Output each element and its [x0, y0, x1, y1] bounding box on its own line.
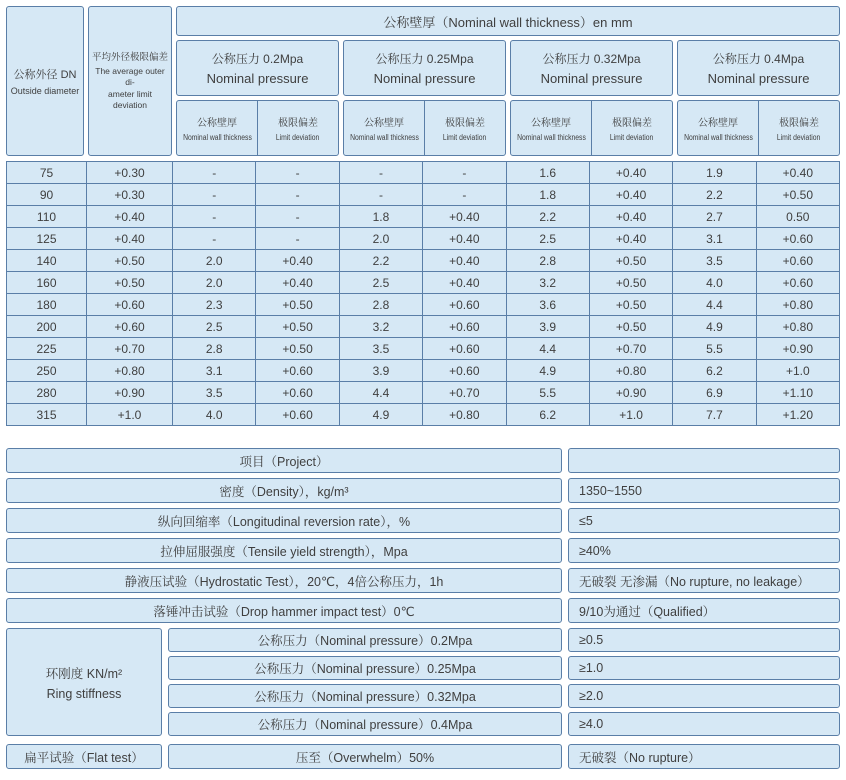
spec-value: +0.40 [423, 250, 506, 272]
spec-value: 2.0 [339, 228, 422, 250]
subheader-thickness-zh: 公称壁厚 [531, 118, 571, 129]
spec-value: +0.90 [589, 382, 672, 404]
spec-value: +0.40 [589, 228, 672, 250]
spec-value: +0.80 [756, 316, 839, 338]
spec-value: 2.8 [339, 294, 422, 316]
spec-value: +0.60 [423, 294, 506, 316]
spec-value: 3.9 [339, 360, 422, 382]
spec-value: 2.0 [173, 272, 256, 294]
ring-value: ≥1.0 [568, 656, 840, 680]
subheader-deviation [758, 101, 839, 155]
subheader-deviation-en: Limit deviation [610, 133, 654, 142]
ring-value: ≥4.0 [568, 712, 840, 736]
header-avg-od-deviation-zh: 平均外径极限偏差 [91, 52, 168, 64]
spec-value: 4.0 [673, 272, 756, 294]
hydrostatic-test-value: 无破裂 无渗漏（No rupture, no leakage） [568, 568, 840, 593]
ring-stiffness-label [6, 628, 162, 736]
spec-value: - [423, 184, 506, 206]
spec-value: +0.50 [256, 316, 339, 338]
spec-value: 5.5 [673, 338, 756, 360]
spec-value: 4.9 [506, 360, 589, 382]
spec-value: 6.2 [673, 360, 756, 382]
spec-value: +0.80 [756, 294, 839, 316]
dn-value: 125 [7, 228, 87, 250]
spec-value: +0.40 [256, 272, 339, 294]
subheader-deviation-zh: 极限偏差 [779, 118, 819, 129]
wall-thickness-table [6, 6, 840, 426]
spec-value: +0.50 [589, 272, 672, 294]
project-header-row [6, 448, 840, 473]
spec-value: 7.7 [673, 404, 756, 426]
dn-value: 110 [7, 206, 87, 228]
flat-test-value: 无破裂（No rupture） [568, 744, 840, 769]
dn-value: 75 [7, 162, 87, 184]
spec-value: - [256, 184, 339, 206]
ring-condition: 公称压力（Nominal pressure）0.2Mpa [168, 628, 562, 652]
header-avg-od-deviation-en2: ameter limit deviation [108, 88, 152, 111]
subheader-thickness-en: Nominal wall thickness [349, 133, 419, 142]
spec-value: 2.8 [506, 250, 589, 272]
dn-value: 160 [7, 272, 87, 294]
spec-value: 2.5 [506, 228, 589, 250]
subheader-thickness [678, 101, 758, 155]
ring-row-0.25mpa [168, 656, 840, 680]
density-value: 1350~1550 [568, 478, 840, 503]
density-row [6, 478, 840, 503]
dn-value: 180 [7, 294, 87, 316]
flat-test-row [6, 744, 840, 769]
dn-value: 315 [7, 404, 87, 426]
pressure-zh: 公称压力 0.25Mpa [375, 52, 474, 66]
header-outside-diameter [6, 6, 84, 156]
spec-value: 4.9 [339, 404, 422, 426]
spec-value: +1.0 [589, 404, 672, 426]
ring-value: ≥0.5 [568, 628, 840, 652]
spec-value: +0.50 [589, 250, 672, 272]
reversion-rate-value: ≤5 [568, 508, 840, 533]
spec-value: 3.9 [506, 316, 589, 338]
pressure-header-row [176, 40, 840, 96]
spec-value: +0.50 [256, 338, 339, 360]
spec-value: +1.20 [756, 404, 839, 426]
spec-value: +0.60 [423, 360, 506, 382]
spec-value: +0.30 [87, 184, 173, 206]
spec-value: - [173, 206, 256, 228]
spec-row [7, 162, 840, 184]
spec-value: +0.60 [256, 382, 339, 404]
subheader-group-0.4mpa [677, 100, 840, 156]
spec-value: 1.6 [506, 162, 589, 184]
spec-row [7, 338, 840, 360]
spec-value: +0.50 [256, 294, 339, 316]
reversion-rate-label: 纵向回缩率（Longitudinal reversion rate），% [6, 508, 562, 533]
subheader-thickness-en: Nominal wall thickness [683, 133, 753, 142]
spec-row [7, 206, 840, 228]
subheader-thickness-zh: 公称壁厚 [364, 118, 404, 129]
thickness-header-block [176, 6, 840, 156]
project-header-label: 项目（Project） [6, 448, 562, 473]
spec-value: 4.4 [506, 338, 589, 360]
drop-hammer-test-value: 9/10为通过（Qualified） [568, 598, 840, 623]
flat-test-condition: 压至（Overwhelm）50% [168, 744, 562, 769]
density-label: 密度（Density），kg/m³ [6, 478, 562, 503]
spec-value: +0.80 [87, 360, 173, 382]
pressure-en: Nominal pressure [206, 71, 309, 86]
spec-value: - [256, 228, 339, 250]
tensile-strength-value: ≥40% [568, 538, 840, 563]
spec-value: +0.70 [589, 338, 672, 360]
spec-value: 2.2 [339, 250, 422, 272]
dn-value: 90 [7, 184, 87, 206]
spec-value: - [173, 184, 256, 206]
spec-value: +0.40 [423, 228, 506, 250]
subheader-group-0.2mpa [176, 100, 339, 156]
spec-value: - [339, 162, 422, 184]
spec-value: +0.40 [423, 206, 506, 228]
spec-value: - [256, 206, 339, 228]
spec-value: - [173, 228, 256, 250]
spec-value: 3.1 [173, 360, 256, 382]
ring-condition: 公称压力（Nominal pressure）0.32Mpa [168, 684, 562, 708]
subheader-group-0.25mpa [343, 100, 506, 156]
spec-value: +0.60 [423, 338, 506, 360]
spec-value: 2.7 [673, 206, 756, 228]
subheader-thickness [344, 101, 424, 155]
subheader-thickness-zh: 公称壁厚 [197, 118, 237, 129]
ring-value: ≥2.0 [568, 684, 840, 708]
spec-value: +0.50 [87, 250, 173, 272]
subheader-deviation-zh: 极限偏差 [612, 118, 652, 129]
spec-value: +0.60 [256, 404, 339, 426]
spec-value: 3.2 [339, 316, 422, 338]
header-outside-diameter-zh: 公称外径 DN [13, 69, 77, 81]
subheader-thickness [177, 101, 257, 155]
spec-row [7, 272, 840, 294]
spec-value: 3.6 [506, 294, 589, 316]
spec-row [7, 316, 840, 338]
subheader-thickness-en: Nominal wall thickness [516, 133, 586, 142]
subheader-deviation-en: Limit deviation [777, 133, 821, 142]
wall-thickness-table-header [6, 6, 840, 156]
spec-value: +0.60 [423, 316, 506, 338]
spec-value: +0.90 [756, 338, 839, 360]
spec-value: 4.9 [673, 316, 756, 338]
spec-value: 1.8 [339, 206, 422, 228]
subheader-thickness-zh: 公称壁厚 [698, 118, 738, 129]
spec-value: - [173, 162, 256, 184]
spec-value: +0.40 [756, 162, 839, 184]
spec-row [7, 294, 840, 316]
subheader-row [176, 100, 840, 156]
spec-value: +1.10 [756, 382, 839, 404]
spec-value: 1.9 [673, 162, 756, 184]
pressure-header-0.4mpa [677, 40, 840, 96]
dn-value: 250 [7, 360, 87, 382]
ring-condition: 公称压力（Nominal pressure）0.25Mpa [168, 656, 562, 680]
pressure-header-0.32mpa [510, 40, 673, 96]
spec-value: +0.40 [423, 272, 506, 294]
pressure-zh: 公称压力 0.2Mpa [211, 52, 304, 66]
spec-value: +0.40 [256, 250, 339, 272]
flat-test-label: 扁平试验（Flat test） [6, 744, 162, 769]
subheader-thickness [511, 101, 591, 155]
spec-value: +0.30 [87, 162, 173, 184]
spec-value: +0.70 [87, 338, 173, 360]
pressure-header-0.25mpa [343, 40, 506, 96]
tensile-strength-row [6, 538, 840, 563]
subheader-deviation [591, 101, 672, 155]
subheader-deviation-zh: 极限偏差 [278, 118, 318, 129]
spec-value: +0.80 [589, 360, 672, 382]
spec-value: 0.50 [756, 206, 839, 228]
spec-row [7, 228, 840, 250]
spec-value: +1.0 [756, 360, 839, 382]
spec-value: +0.70 [423, 382, 506, 404]
spec-value: 2.0 [173, 250, 256, 272]
pressure-zh: 公称压力 0.32Mpa [542, 52, 641, 66]
spec-value: +0.60 [87, 316, 173, 338]
properties-table [6, 448, 840, 769]
subheader-deviation-en: Limit deviation [276, 133, 320, 142]
subheader-group-0.32mpa [510, 100, 673, 156]
header-avg-od-deviation-en1: The average outer di- [95, 65, 165, 88]
spec-value: 2.8 [173, 338, 256, 360]
subheader-thickness-en: Nominal wall thickness [182, 133, 252, 142]
subheader-deviation-en: Limit deviation [443, 133, 487, 142]
dn-value: 140 [7, 250, 87, 272]
spec-value: 2.2 [673, 184, 756, 206]
spec-value: +1.0 [87, 404, 173, 426]
spec-value: +0.60 [87, 294, 173, 316]
ring-stiffness-rows [168, 628, 840, 736]
spec-value: +0.50 [756, 184, 839, 206]
subheader-deviation [257, 101, 338, 155]
spec-value: +0.60 [756, 228, 839, 250]
spec-value: +0.50 [589, 316, 672, 338]
ring-row-0.32mpa [168, 684, 840, 708]
spec-value: +0.40 [87, 228, 173, 250]
spec-value: 2.2 [506, 206, 589, 228]
reversion-rate-row [6, 508, 840, 533]
spec-value: 3.1 [673, 228, 756, 250]
spec-value: 2.3 [173, 294, 256, 316]
pressure-en: Nominal pressure [373, 71, 476, 86]
spec-row [7, 184, 840, 206]
ring-row-0.2mpa [168, 628, 840, 652]
spec-value: +0.40 [589, 162, 672, 184]
spec-value: 3.5 [173, 382, 256, 404]
spec-value: 1.8 [506, 184, 589, 206]
spec-value: +0.50 [589, 294, 672, 316]
project-header-value-empty [568, 448, 840, 473]
spec-value: +0.80 [423, 404, 506, 426]
spec-value: +0.50 [87, 272, 173, 294]
spec-value: 4.4 [339, 382, 422, 404]
spec-value: +0.60 [756, 250, 839, 272]
spec-value: 6.9 [673, 382, 756, 404]
spec-value: 2.5 [173, 316, 256, 338]
ring-stiffness-label-zh: 环刚度 KN/m² [45, 666, 123, 681]
spec-value: 6.2 [506, 404, 589, 426]
spec-value: +0.60 [256, 360, 339, 382]
spec-value: +0.40 [87, 206, 173, 228]
drop-hammer-test-row [6, 598, 840, 623]
ring-condition: 公称压力（Nominal pressure）0.4Mpa [168, 712, 562, 736]
dn-value: 225 [7, 338, 87, 360]
dn-value: 200 [7, 316, 87, 338]
spec-value: +0.60 [756, 272, 839, 294]
spec-value: 3.2 [506, 272, 589, 294]
tensile-strength-label: 拉伸屈服强度（Tensile yield strength），Mpa [6, 538, 562, 563]
pressure-en: Nominal pressure [540, 71, 643, 86]
header-outside-diameter-en: Outside diameter [10, 86, 80, 96]
pressure-zh: 公称压力 0.4Mpa [712, 52, 805, 66]
spec-value: - [256, 162, 339, 184]
spec-value: 2.5 [339, 272, 422, 294]
pressure-en: Nominal pressure [707, 71, 810, 86]
nominal-wall-thickness-banner: 公称壁厚（Nominal wall thickness）en mm [176, 6, 840, 36]
spec-value: 5.5 [506, 382, 589, 404]
hydrostatic-test-row [6, 568, 840, 593]
spec-value: 3.5 [673, 250, 756, 272]
dn-value: 280 [7, 382, 87, 404]
header-avg-od-deviation [88, 6, 172, 156]
drop-hammer-test-label: 落锤冲击试验（Drop hammer impact test）0℃ [6, 598, 562, 623]
spec-value: 4.4 [673, 294, 756, 316]
subheader-deviation [424, 101, 505, 155]
spec-value: - [423, 162, 506, 184]
ring-stiffness-label-en: Ring stiffness [46, 686, 122, 701]
pressure-header-0.2mpa [176, 40, 339, 96]
subheader-deviation-zh: 极限偏差 [445, 118, 485, 129]
spec-row [7, 382, 840, 404]
ring-stiffness-block [6, 628, 840, 736]
spec-row [7, 404, 840, 426]
spec-value: +0.90 [87, 382, 173, 404]
hydrostatic-test-label: 静液压试验（Hydrostatic Test），20℃，4倍公称压力，1h [6, 568, 562, 593]
spec-row [7, 360, 840, 382]
spec-value: - [339, 184, 422, 206]
spec-data-grid [6, 161, 840, 426]
spec-row [7, 250, 840, 272]
ring-row-0.4mpa [168, 712, 840, 736]
spec-value: 4.0 [173, 404, 256, 426]
spec-value: 3.5 [339, 338, 422, 360]
spec-value: +0.40 [589, 184, 672, 206]
spec-value: +0.40 [589, 206, 672, 228]
